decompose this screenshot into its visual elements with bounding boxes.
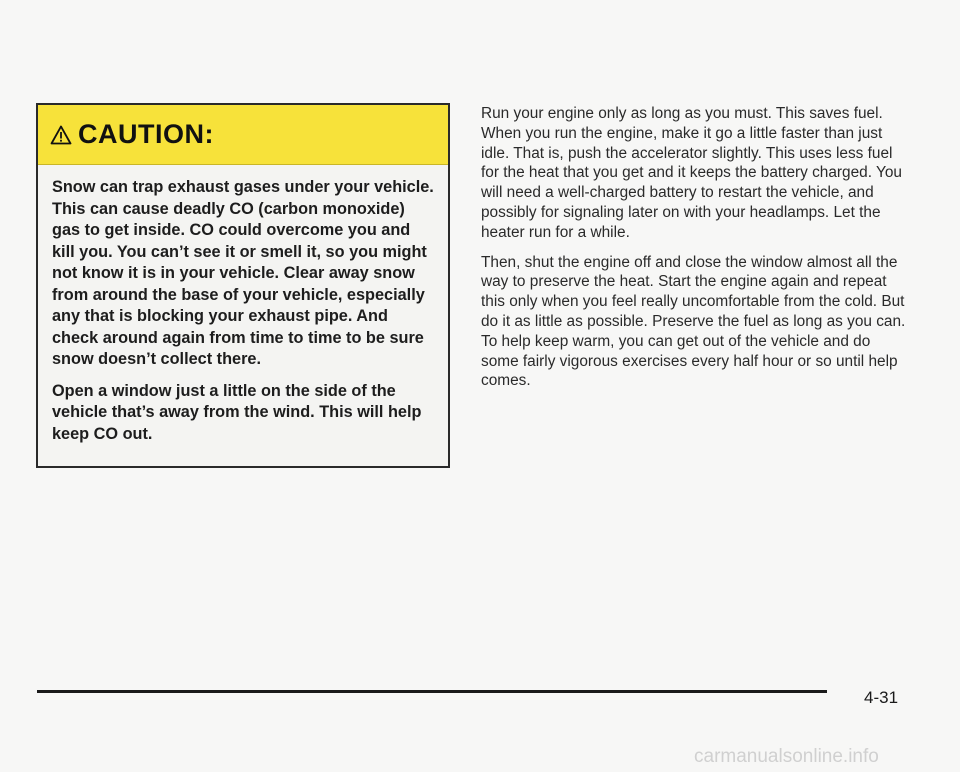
body-text-column [481,104,911,401]
footer-rule [37,690,827,693]
body-paragraph: Then, shut the engine off and close the window almost all the way to preserve the heat. Start the engine again and repeat this only when you feel really uncomfortable from the cold. But do it as little as possible. Preserve the fuel as long as you can. To help keep warm, you can get out of the vehicle and do some fairly vigorous exercises every half hour or so until help comes. [481,253,906,390]
caution-body [38,165,448,445]
caution-paragraph: Snow can trap exhaust gases under your vehicle. This can cause deadly CO (carbon monoxide) gas to get inside. CO could overcome you and kill you. You can’t see it or smell it, so you might not know it is in your vehicle. Clear away snow from around the base of your vehicle, especially any that is blocking your exhaust pipe. And check around again from time to time to be sure snow doesn’t collect there. [52,178,434,368]
page-number: 4-31 [864,688,899,707]
caution-header [38,105,448,165]
warning-triangle-icon [50,125,72,145]
caution-paragraph: Open a window just a little on the side of the vehicle that’s away from the wind. This will help keep CO out. [52,381,422,443]
caution-box [36,103,450,468]
body-paragraph: Run your engine only as long as you must. This saves fuel. When you run the engine, make it go a little faster than just idle. That is, push the accelerator slightly. This uses less fuel for the heat that you get and it keeps the battery charged. You will need a well-charged battery to restart the vehicle, and possibly for signaling later on with your headlamps. Let the heater run for a while. [481,105,902,241]
caution-title: CAUTION: [78,119,214,149]
watermark: carmanualsonline.info [694,746,879,767]
